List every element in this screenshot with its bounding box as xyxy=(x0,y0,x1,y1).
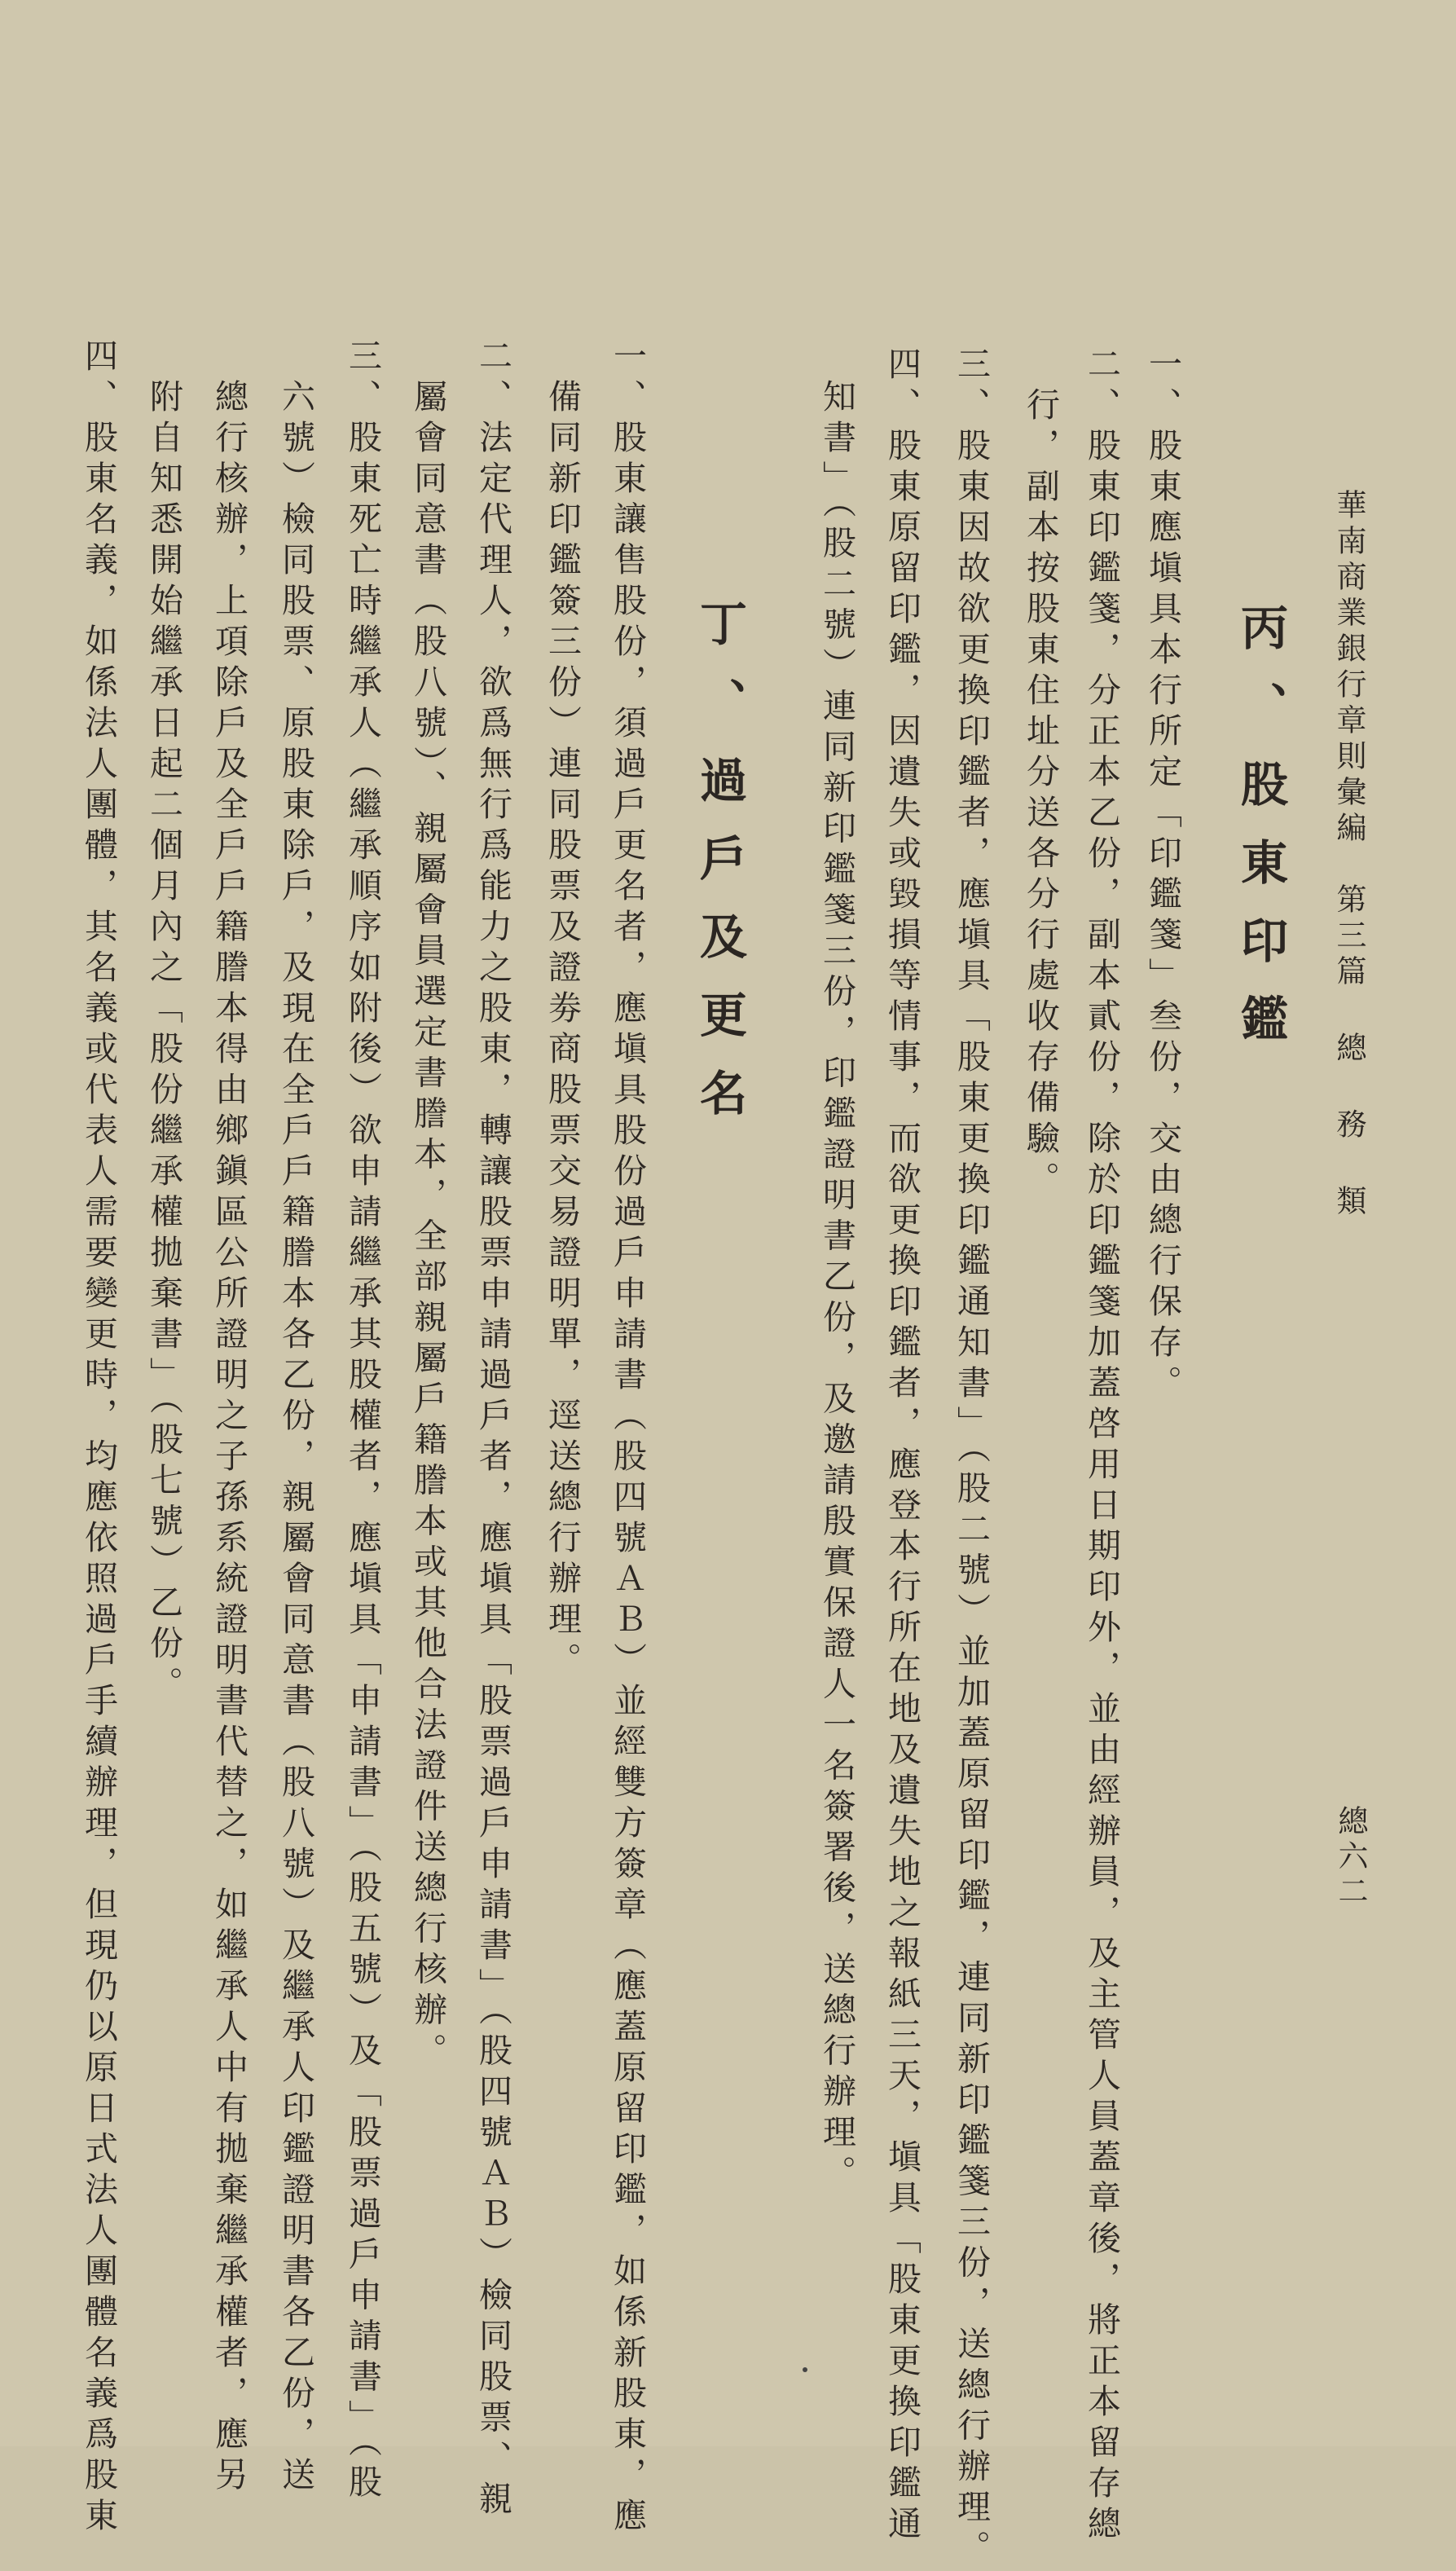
section-d-line-6: 六號）檢同股票、原股東除戶，及現在全戶戶籍謄本各乙份，親屬會同意書（股八號）及繼承人印鑑證明書各乙份，送 xyxy=(276,379,315,2498)
section-d-title: 丁、過戶及更名 xyxy=(692,599,747,1147)
section-d-line-3: 二、法定代理人，欲爲無行爲能力之股東，轉讓股票申請過戶者，應塡具「股票過戶申請書」（股四號ＡＢ）檢同股票、親 xyxy=(473,338,512,2522)
section-c-title: 丙、股東印鑑 xyxy=(1233,603,1288,1072)
section-d-line-5: 三、股東死亡時繼承人（繼承順序如附後）欲申請繼承其股權者，應塡具「申請書」（股五號）及「股票過戶申請書」（股 xyxy=(343,338,382,2505)
page-number: 總六二 xyxy=(1333,1805,1368,1910)
section-c-line-1: 一、股東應塡具本行所定「印鑑箋」叁份，交由總行保存。 xyxy=(1143,346,1182,1406)
section-d-line-2: 備同新印鑑簽三份）連同股票及證劵商股票交易證明單，逕送總行辦理。 xyxy=(543,379,582,1683)
section-d-line-9: 四、股東名義，如係法人團體，其名義或代表人需要變更時，均應依照過戶手續辦理，但現仍以原日式法人團體名義爲股東 xyxy=(79,338,118,2538)
section-d-line-8: 附自知悉開始繼承日起二個月內之「股份繼承權拋棄書」（股七號）乙份。 xyxy=(144,379,183,1707)
section-c-line-5: 四、股東原留印鑑，因遺失或毀損等情事，而欲更換印鑑者，應登本行所在地及遺失地之報紙三天，塡具「股東更換印鑑通 xyxy=(882,346,922,2547)
running-head: 華南商業銀行章則彙編 第三篇 總 務 類 xyxy=(1331,489,1366,1221)
section-d-line-7: 總行核辦，上項除戶及全戶戶籍謄本得由鄉鎭區公所證明之子孫系統證明書代替之，如繼承人中有拋棄繼承權者，應另 xyxy=(209,379,249,2498)
section-c-line-4: 三、股東因故欲更換印鑑者，應塡具「股東更換印鑑通知書」（股二號）並加蓋原留印鑑，連同新印鑑箋三份，送總行辦理。 xyxy=(952,346,991,2571)
section-c-line-3: 行，副本按股東住址分送各分行處收存備驗。 xyxy=(1021,387,1060,1202)
section-d-line-1: 一、股東讓售股份，須過戶更名者，應塡具股份過戶申請書（股四號ＡＢ）並經雙方簽章（應蓋原留印鑑，如係新股東，應 xyxy=(608,338,647,2538)
ink-speck xyxy=(803,2367,807,2372)
section-c-line-2: 二、股東印鑑箋，分正本乙份，副本貳份，除於印鑑箋加蓋啓用日期印外，並由經辦員，及主管人員蓋章後，將正本留存總 xyxy=(1082,346,1121,2547)
section-d-line-4: 屬會同意書（股八號）、親屬會員選定書謄本，全部親屬戶籍謄本或其他合法證件送總行核辦。 xyxy=(408,379,447,2074)
section-c-line-6: 知書」（股二號）連同新印鑑箋三份，印鑑證明書乙份，及邀請殷實保證人一名簽署後，送總行辦理。 xyxy=(817,379,856,2196)
